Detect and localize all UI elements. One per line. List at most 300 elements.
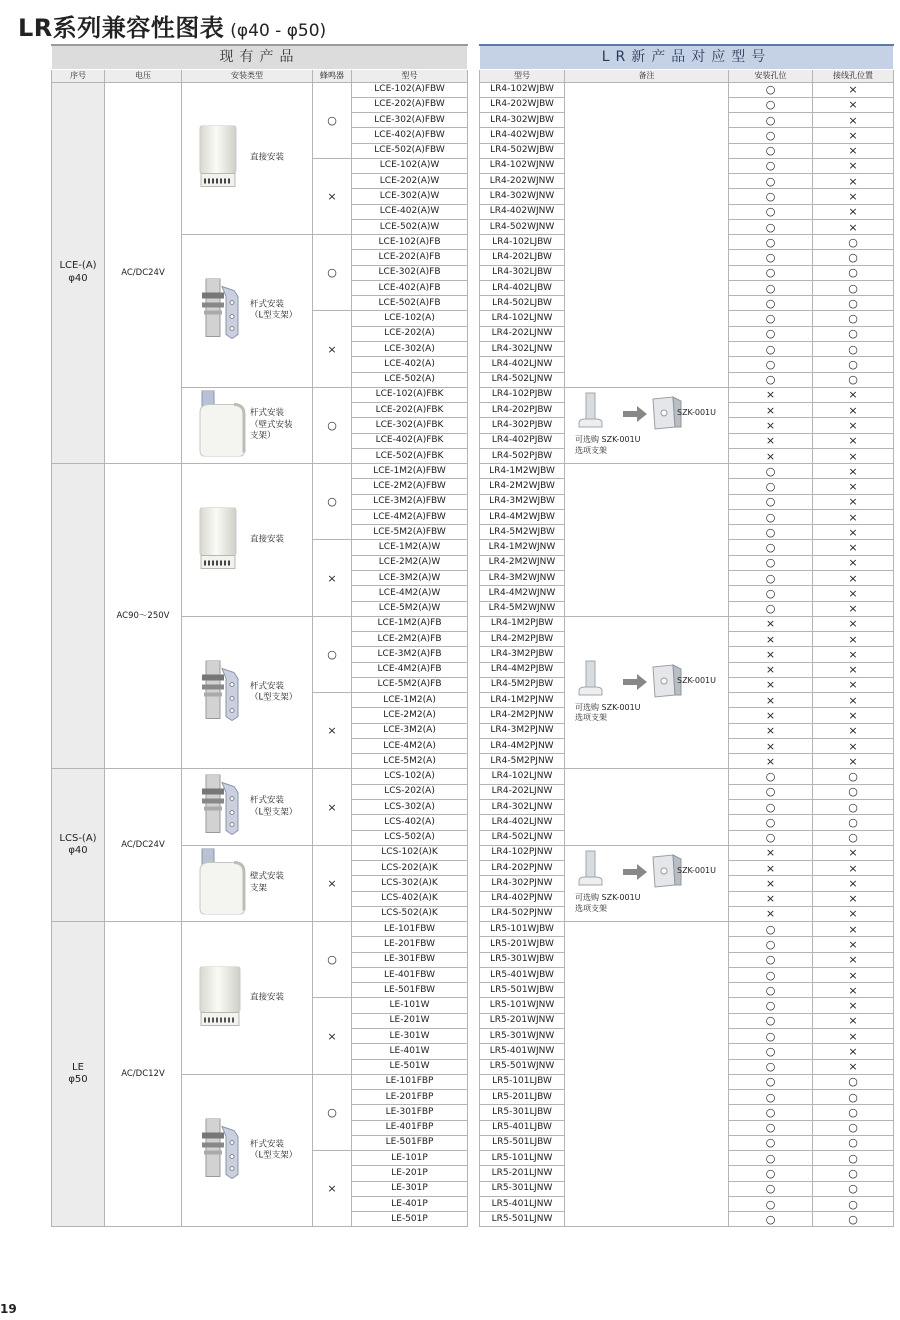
old-model-cell: LCS-402(A)K xyxy=(352,891,468,906)
old-model-cell: LCS-402(A) xyxy=(352,815,468,830)
table-row xyxy=(480,464,894,479)
wiring-hole-cell: × xyxy=(813,616,894,631)
title-sub: (φ40 - φ50) xyxy=(230,21,327,41)
old-model-cell: LE-501P xyxy=(352,1212,468,1227)
mount-hole-cell: ○ xyxy=(729,784,813,799)
mount-type-cell xyxy=(182,82,313,235)
new-model-cell: LR4-3M2PJBW xyxy=(480,647,565,662)
old-model-cell: LCE-2M2(A)FBW xyxy=(352,479,468,494)
wiring-hole-cell: × xyxy=(813,952,894,967)
buzzer-cell: ○ xyxy=(313,235,352,311)
new-model-cell: LR4-402WJBW xyxy=(480,128,565,143)
wiring-hole-cell: × xyxy=(813,1013,894,1028)
wiring-hole-cell: × xyxy=(813,82,894,97)
new-model-cell: LR4-3M2WJBW xyxy=(480,494,565,509)
old-model-cell: LE-401W xyxy=(352,1044,468,1059)
new-model-cell: LR4-1M2PJNW xyxy=(480,693,565,708)
new-model-cell: LR4-302PJNW xyxy=(480,876,565,891)
mount-hole-cell: ○ xyxy=(729,830,813,845)
mount-hole-cell: ○ xyxy=(729,952,813,967)
mount-hole-cell: × xyxy=(729,387,813,402)
mount-hole-cell: ○ xyxy=(729,1181,813,1196)
wiring-hole-cell: × xyxy=(813,509,894,524)
new-model-cell: LR4-402LJNW xyxy=(480,815,565,830)
buzzer-cell: × xyxy=(313,769,352,845)
new-model-cell: LR4-3M2PJNW xyxy=(480,723,565,738)
table-row xyxy=(480,82,894,97)
new-model-cell: LR5-401WJBW xyxy=(480,967,565,982)
wiring-hole-cell: ○ xyxy=(813,799,894,814)
voltage-cell: AC/DC24V xyxy=(105,82,182,464)
wiring-hole-cell: × xyxy=(813,174,894,189)
title-main: LR系列兼容性图表 xyxy=(18,14,225,42)
old-model-cell: LCE-402(A) xyxy=(352,357,468,372)
mount-hole-cell: ○ xyxy=(729,158,813,173)
old-model-cell: LCS-502(A) xyxy=(352,830,468,845)
old-model-cell: LCE-502(A) xyxy=(352,372,468,387)
existing-products-header: 现有产品 xyxy=(52,45,468,69)
mount-hole-cell: ○ xyxy=(729,250,813,265)
mount-hole-cell: ○ xyxy=(729,1028,813,1043)
old-model-cell: LCE-3M2(A) xyxy=(352,723,468,738)
new-model-cell: LR4-102LJNW xyxy=(480,311,565,326)
mount-hole-cell: × xyxy=(729,708,813,723)
mount-type-cell xyxy=(182,387,313,463)
wiring-hole-cell: × xyxy=(813,906,894,921)
wiring-hole-cell: × xyxy=(813,158,894,173)
old-model-cell: LCE-1M2(A)W xyxy=(352,540,468,555)
new-model-cell: LR5-401LJBW xyxy=(480,1120,565,1135)
wiring-hole-cell: × xyxy=(813,754,894,769)
option-text: 可选购 SZK-001U 选项支架 xyxy=(575,893,641,913)
mount-type-label: 杆式安装 （L型支架） xyxy=(250,795,298,818)
mount-type-cell xyxy=(182,616,313,769)
option-bracket-note xyxy=(575,657,725,729)
mount-type-label: 杆式安装 （L型支架） xyxy=(250,299,298,321)
mount-hole-cell: ○ xyxy=(729,82,813,97)
old-model-cell: LCE-302(A) xyxy=(352,342,468,357)
new-model-cell: LR4-4M2PJNW xyxy=(480,738,565,753)
new-model-cell: LR5-301LJNW xyxy=(480,1181,565,1196)
new-model-cell: LR5-501WJNW xyxy=(480,1059,565,1074)
wiring-hole-cell: × xyxy=(813,967,894,982)
old-model-cell: LE-501FBW xyxy=(352,983,468,998)
old-model-cell: LCE-302(A)W xyxy=(352,189,468,204)
col-mount-hole: 安装孔位 xyxy=(729,69,813,82)
pole-bracket-icon xyxy=(198,775,244,840)
mount-hole-cell: ○ xyxy=(729,1120,813,1135)
buzzer-cell: × xyxy=(313,1151,352,1227)
mount-hole-cell: ○ xyxy=(729,296,813,311)
new-model-cell: LR4-202WJBW xyxy=(480,97,565,112)
mount-hole-cell: ○ xyxy=(729,464,813,479)
mount-hole-cell: × xyxy=(729,693,813,708)
wiring-hole-cell: ○ xyxy=(813,784,894,799)
wiring-hole-cell: × xyxy=(813,418,894,433)
table-row xyxy=(52,464,468,479)
mount-type-label: 杆式安装 （L型支架） xyxy=(250,681,298,703)
new-model-cell: LR4-1M2WJBW xyxy=(480,464,565,479)
new-model-cell: LR4-5M2PJBW xyxy=(480,677,565,692)
mount-type-cell xyxy=(182,464,313,617)
series-label: LCS-(A) xyxy=(59,832,97,844)
old-model-cell: LCE-102(A)FBK xyxy=(352,387,468,402)
old-model-cell: LE-301FBW xyxy=(352,952,468,967)
new-model-cell: LR4-302WJBW xyxy=(480,113,565,128)
mount-hole-cell: ○ xyxy=(729,311,813,326)
new-model-cell: LR5-501LJBW xyxy=(480,1135,565,1150)
buzzer-cell: ○ xyxy=(313,464,352,540)
old-model-cell: LCE-1M2(A)FB xyxy=(352,616,468,631)
new-model-cell: LR5-201WJNW xyxy=(480,1013,565,1028)
old-model-cell: LCE-502(A)FB xyxy=(352,296,468,311)
col-buzzer: 蜂鸣器 xyxy=(313,69,352,82)
wiring-hole-cell: ○ xyxy=(813,326,894,341)
old-model-cell: LCS-502(A)K xyxy=(352,906,468,921)
col-seq: 序号 xyxy=(52,69,105,82)
new-model-cell: LR4-202LJBW xyxy=(480,250,565,265)
mount-type-cell xyxy=(182,769,313,845)
old-model-cell: LCE-202(A)FBW xyxy=(352,97,468,112)
wiring-hole-cell: × xyxy=(813,723,894,738)
mount-type-cell xyxy=(182,845,313,921)
new-model-cell: LR4-302PJBW xyxy=(480,418,565,433)
mount-hole-cell: ○ xyxy=(729,174,813,189)
wiring-hole-cell: × xyxy=(813,693,894,708)
option-bracket-note xyxy=(575,389,725,461)
mount-hole-cell: ○ xyxy=(729,97,813,112)
mount-hole-cell: × xyxy=(729,448,813,463)
new-model-cell: LR4-402PJBW xyxy=(480,433,565,448)
old-model-cell: LE-101P xyxy=(352,1151,468,1166)
wiring-hole-cell: ○ xyxy=(813,357,894,372)
old-model-cell: LCE-502(A)FBK xyxy=(352,448,468,463)
wiring-hole-cell: × xyxy=(813,143,894,158)
mount-hole-cell: ○ xyxy=(729,1105,813,1120)
wiring-hole-cell: × xyxy=(813,586,894,601)
voltage-cell: AC/DC24V xyxy=(105,769,182,922)
wiring-hole-cell: × xyxy=(813,113,894,128)
new-model-cell: LR4-202PJBW xyxy=(480,403,565,418)
page-title xyxy=(18,8,326,42)
old-model-cell: LCE-5M2(A)W xyxy=(352,601,468,616)
wiring-hole-cell: ○ xyxy=(813,769,894,784)
remark-cell xyxy=(565,387,729,463)
buzzer-cell: × xyxy=(313,540,352,616)
wiring-hole-cell: ○ xyxy=(813,1120,894,1135)
old-model-cell: LCE-302(A)FBK xyxy=(352,418,468,433)
mount-type-cell xyxy=(182,922,313,1075)
mount-hole-cell: × xyxy=(729,723,813,738)
new-model-cell: LR5-101WJBW xyxy=(480,922,565,937)
wiring-hole-cell: × xyxy=(813,1028,894,1043)
mount-hole-cell: ○ xyxy=(729,601,813,616)
series-label: LE xyxy=(72,1061,84,1073)
new-model-cell: LR4-2M2PJNW xyxy=(480,708,565,723)
new-model-cell: LR5-101LJNW xyxy=(480,1151,565,1166)
old-model-cell: LCE-102(A) xyxy=(352,311,468,326)
mount-hole-cell: × xyxy=(729,433,813,448)
new-model-cell: LR5-501LJNW xyxy=(480,1212,565,1227)
buzzer-cell: × xyxy=(313,998,352,1074)
wiring-hole-cell: ○ xyxy=(813,815,894,830)
wiring-hole-cell: ○ xyxy=(813,265,894,280)
buzzer-cell: ○ xyxy=(313,922,352,998)
old-model-cell: LE-201FBW xyxy=(352,937,468,952)
new-model-cell: LR4-1M2PJBW xyxy=(480,616,565,631)
mount-hole-cell: ○ xyxy=(729,1196,813,1211)
page-number: 19 xyxy=(0,1302,17,1316)
mount-hole-cell: × xyxy=(729,403,813,418)
table-row xyxy=(52,769,468,784)
mount-hole-cell: ○ xyxy=(729,937,813,952)
old-model-cell: LE-201W xyxy=(352,1013,468,1028)
wiring-hole-cell: × xyxy=(813,555,894,570)
mount-hole-cell: ○ xyxy=(729,1090,813,1105)
new-model-cell: LR4-102WJNW xyxy=(480,158,565,173)
new-model-cell: LR4-2M2WJNW xyxy=(480,555,565,570)
new-model-cell: LR5-201LJBW xyxy=(480,1090,565,1105)
old-model-cell: LCE-2M2(A)FB xyxy=(352,632,468,647)
mount-hole-cell: ○ xyxy=(729,983,813,998)
mount-hole-cell: ○ xyxy=(729,494,813,509)
mount-type-label: 直接安装 xyxy=(250,152,285,163)
mount-hole-cell: ○ xyxy=(729,509,813,524)
old-model-cell: LE-301FBP xyxy=(352,1105,468,1120)
buzzer-cell: × xyxy=(313,693,352,769)
table-row xyxy=(52,82,468,97)
voltage-cell: AC/DC12V xyxy=(105,922,182,1227)
pole-bracket-icon xyxy=(198,1118,244,1183)
mount-hole-cell: × xyxy=(729,632,813,647)
wiring-hole-cell: × xyxy=(813,601,894,616)
mount-hole-cell: ○ xyxy=(729,235,813,250)
mount-hole-cell: × xyxy=(729,906,813,921)
new-model-cell: LR4-302WJNW xyxy=(480,189,565,204)
new-model-cell: LR4-3M2WJNW xyxy=(480,571,565,586)
old-model-cell: LCE-502(A)W xyxy=(352,219,468,234)
old-model-cell: LCE-4M2(A) xyxy=(352,738,468,753)
bracket-part-label: SZK-001U xyxy=(677,408,716,418)
mount-hole-cell: ○ xyxy=(729,815,813,830)
wiring-hole-cell: × xyxy=(813,998,894,1013)
old-model-cell: LCE-202(A)FB xyxy=(352,250,468,265)
mount-hole-cell: × xyxy=(729,616,813,631)
option-bracket-note xyxy=(575,847,725,919)
mount-hole-cell: × xyxy=(729,876,813,891)
wiring-hole-cell: ○ xyxy=(813,342,894,357)
wiring-hole-cell: × xyxy=(813,922,894,937)
remark-cell xyxy=(565,616,729,769)
new-model-cell: LR5-201LJNW xyxy=(480,1166,565,1181)
mount-hole-cell: ○ xyxy=(729,143,813,158)
old-model-cell: LCE-1M2(A) xyxy=(352,693,468,708)
new-model-cell: LR4-102PJNW xyxy=(480,845,565,860)
new-model-cell: LR4-102LJBW xyxy=(480,235,565,250)
new-model-cell: LR4-202PJNW xyxy=(480,861,565,876)
old-model-cell: LCE-402(A)FBW xyxy=(352,128,468,143)
old-model-cell: LCE-4M2(A)FB xyxy=(352,662,468,677)
new-model-cell: LR4-5M2WJBW xyxy=(480,525,565,540)
old-model-cell: LCE-202(A)W xyxy=(352,174,468,189)
mount-hole-cell: × xyxy=(729,891,813,906)
series-cell xyxy=(52,769,105,922)
old-model-cell: LCS-202(A)K xyxy=(352,861,468,876)
new-model-cell: LR4-402LJNW xyxy=(480,357,565,372)
wiring-hole-cell: × xyxy=(813,479,894,494)
mount-hole-cell: × xyxy=(729,662,813,677)
buzzer-cell: ○ xyxy=(313,616,352,692)
wiring-hole-cell: × xyxy=(813,433,894,448)
remark-cell xyxy=(565,922,729,1227)
new-model-cell: LR5-401LJNW xyxy=(480,1196,565,1211)
wiring-hole-cell: × xyxy=(813,387,894,402)
wiring-hole-cell: ○ xyxy=(813,1166,894,1181)
buzzer-cell: ○ xyxy=(313,1074,352,1150)
wiring-hole-cell: ○ xyxy=(813,1196,894,1211)
col-remark: 备注 xyxy=(565,69,729,82)
mount-hole-cell: ○ xyxy=(729,479,813,494)
new-model-cell: LR4-4M2WJNW xyxy=(480,586,565,601)
mount-hole-cell: ○ xyxy=(729,204,813,219)
buzzer-cell: × xyxy=(313,311,352,387)
old-model-cell: LCE-3M2(A)FB xyxy=(352,647,468,662)
buzzer-cell: × xyxy=(313,845,352,921)
wiring-hole-cell: × xyxy=(813,204,894,219)
series-cell xyxy=(52,464,105,769)
mount-hole-cell: ○ xyxy=(729,113,813,128)
remark-cell xyxy=(565,82,729,387)
mount-type-cell xyxy=(182,1074,313,1227)
old-model-cell: LCE-2M2(A) xyxy=(352,708,468,723)
new-model-cell: LR4-502LJNW xyxy=(480,372,565,387)
wiring-hole-cell: × xyxy=(813,861,894,876)
old-model-cell: LE-501W xyxy=(352,1059,468,1074)
new-model-cell: LR4-202LJNW xyxy=(480,326,565,341)
new-model-cell: LR4-502PJNW xyxy=(480,906,565,921)
new-model-cell: LR4-502PJBW xyxy=(480,448,565,463)
wiring-hole-cell: ○ xyxy=(813,372,894,387)
old-model-cell: LE-401P xyxy=(352,1196,468,1211)
mount-type-label: 壁式安装 支架 xyxy=(250,871,285,894)
mount-hole-cell: × xyxy=(729,754,813,769)
table-row xyxy=(480,769,894,784)
mount-hole-cell: ○ xyxy=(729,1135,813,1150)
series-label: φ40 xyxy=(68,845,88,857)
old-model-cell: LE-401FBW xyxy=(352,967,468,982)
wiring-hole-cell: × xyxy=(813,662,894,677)
series-label: φ40 xyxy=(68,272,88,284)
old-model-cell: LE-201FBP xyxy=(352,1090,468,1105)
mount-hole-cell: ○ xyxy=(729,540,813,555)
new-model-cell: LR4-4M2PJBW xyxy=(480,662,565,677)
new-model-cell: LR4-302LJNW xyxy=(480,799,565,814)
mount-hole-cell: × xyxy=(729,845,813,860)
wiring-hole-cell: × xyxy=(813,464,894,479)
old-model-cell: LCE-402(A)FBK xyxy=(352,433,468,448)
mount-hole-cell: ○ xyxy=(729,1013,813,1028)
old-model-cell: LCE-2M2(A)W xyxy=(352,555,468,570)
mount-hole-cell: ○ xyxy=(729,769,813,784)
wiring-hole-cell: ○ xyxy=(813,1090,894,1105)
wiring-hole-cell: × xyxy=(813,738,894,753)
remark-cell xyxy=(565,845,729,921)
new-products-header: LR新产品对应型号 xyxy=(480,45,894,69)
mount-hole-cell: ○ xyxy=(729,799,813,814)
wiring-hole-cell: × xyxy=(813,647,894,662)
new-model-cell: LR4-302LJNW xyxy=(480,342,565,357)
new-model-cell: LR4-4M2WJBW xyxy=(480,509,565,524)
new-model-cell: LR4-302LJBW xyxy=(480,265,565,280)
mount-hole-cell: × xyxy=(729,418,813,433)
new-model-cell: LR5-201WJBW xyxy=(480,937,565,952)
wall-mount-icon xyxy=(198,849,248,918)
mount-hole-cell: × xyxy=(729,861,813,876)
mount-hole-cell: ○ xyxy=(729,189,813,204)
old-model-cell: LCE-402(A)W xyxy=(352,204,468,219)
new-model-cell: LR5-101WJNW xyxy=(480,998,565,1013)
mount-hole-cell: ○ xyxy=(729,1044,813,1059)
old-model-cell: LCE-5M2(A)FB xyxy=(352,677,468,692)
old-model-cell: LE-301P xyxy=(352,1181,468,1196)
old-model-cell: LCE-202(A)FBK xyxy=(352,403,468,418)
wiring-hole-cell: ○ xyxy=(813,830,894,845)
mount-hole-cell: ○ xyxy=(729,326,813,341)
mount-hole-cell: ○ xyxy=(729,1212,813,1227)
wiring-hole-cell: ○ xyxy=(813,1151,894,1166)
mount-hole-cell: ○ xyxy=(729,525,813,540)
wiring-hole-cell: ○ xyxy=(813,1074,894,1089)
old-model-cell: LCE-302(A)FB xyxy=(352,265,468,280)
new-model-cell: LR4-502WJNW xyxy=(480,219,565,234)
wiring-hole-cell: × xyxy=(813,219,894,234)
bracket-part-label: SZK-001U xyxy=(677,675,716,685)
mount-hole-cell: ○ xyxy=(729,342,813,357)
buzzer-cell: ○ xyxy=(313,387,352,463)
mount-hole-cell: ○ xyxy=(729,128,813,143)
old-model-cell: LCE-402(A)FB xyxy=(352,280,468,295)
wiring-hole-cell: × xyxy=(813,1059,894,1074)
wiring-hole-cell: × xyxy=(813,525,894,540)
wiring-hole-cell: × xyxy=(813,845,894,860)
wiring-hole-cell: ○ xyxy=(813,311,894,326)
mount-hole-cell: ○ xyxy=(729,586,813,601)
old-model-cell: LCE-502(A)FBW xyxy=(352,143,468,158)
old-model-cell: LE-401FBP xyxy=(352,1120,468,1135)
old-model-cell: LCE-3M2(A)FBW xyxy=(352,494,468,509)
mount-hole-cell: ○ xyxy=(729,998,813,1013)
wiring-hole-cell: × xyxy=(813,540,894,555)
new-model-cell: LR4-402PJNW xyxy=(480,891,565,906)
mount-hole-cell: × xyxy=(729,677,813,692)
old-model-cell: LE-501FBP xyxy=(352,1135,468,1150)
mount-hole-cell: ○ xyxy=(729,265,813,280)
old-model-cell: LE-101FBP xyxy=(352,1074,468,1089)
wiring-hole-cell: × xyxy=(813,571,894,586)
mount-type-label: 杆式安装 （壁式安装 支架） xyxy=(250,408,293,442)
new-model-cell: LR5-401WJNW xyxy=(480,1044,565,1059)
remark-cell xyxy=(565,464,729,617)
new-model-cell: LR4-5M2WJNW xyxy=(480,601,565,616)
wiring-hole-cell: × xyxy=(813,97,894,112)
new-model-cell: LR4-202LJNW xyxy=(480,784,565,799)
new-model-cell: LR4-202WJNW xyxy=(480,174,565,189)
wiring-hole-cell: × xyxy=(813,876,894,891)
mount-hole-cell: ○ xyxy=(729,555,813,570)
voltage-cell: AC90～250V xyxy=(105,464,182,769)
wiring-hole-cell: ○ xyxy=(813,235,894,250)
old-model-cell: LCE-5M2(A)FBW xyxy=(352,525,468,540)
